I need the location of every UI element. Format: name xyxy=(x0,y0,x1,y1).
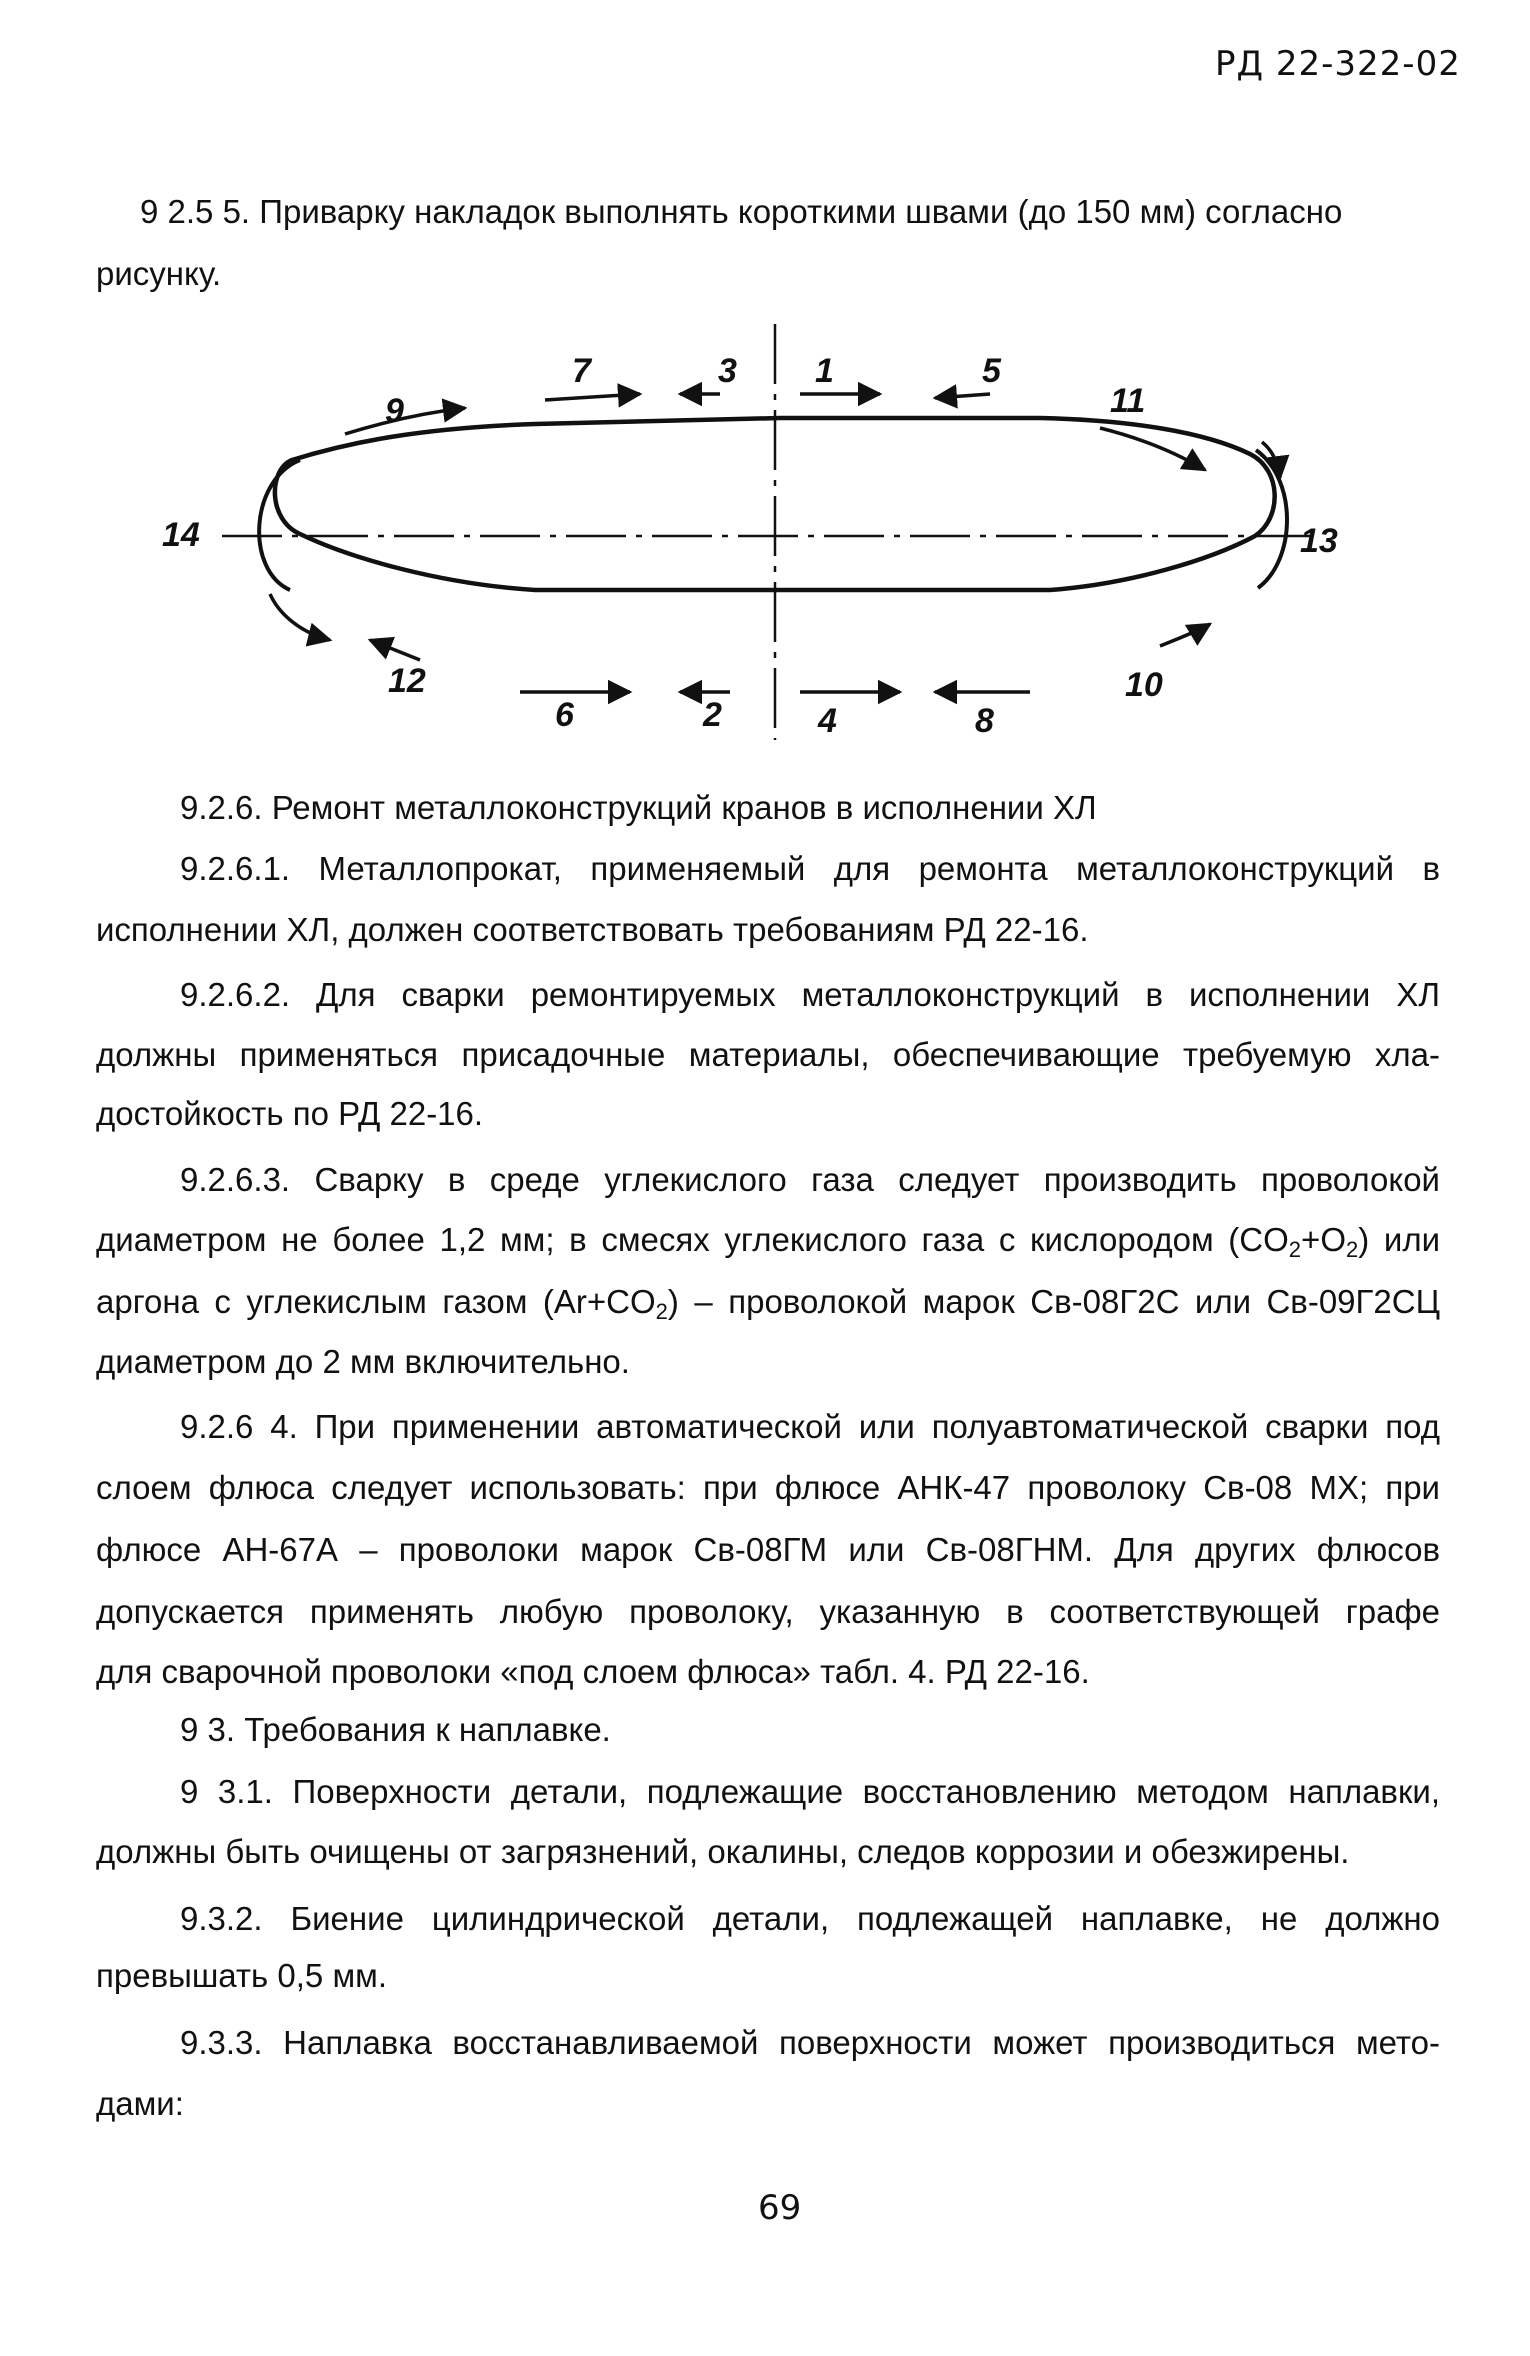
text-run: диаметром не более 1,2 мм; в смесях углекислого газа с кислородом (CO xyxy=(96,1221,1289,1258)
paragraph-9262-line1: 9.2.6.2. Для сварки ремонтируемых металлоконструкций в исполнении ХЛ xyxy=(180,976,1440,1013)
seam-number-6: 6 xyxy=(555,696,574,734)
paragraph-9263-line1: 9.2.6.3. Сварку в среде углекислого газа следует производить проволокой xyxy=(180,1161,1440,1198)
paragraph-9264-line5: для сварочной проволоки «под слоем флюса» табл. 4. РД 22-16. xyxy=(96,1653,1090,1690)
paragraph-9263-line4: диаметром до 2 мм включительно. xyxy=(96,1343,630,1380)
left-end-arc xyxy=(259,460,300,590)
paragraph-9264-line2: слоем флюса следует использовать: при флюсе АНК-47 проволоку Св-08 МХ; при xyxy=(96,1469,1440,1506)
subscript: 2 xyxy=(1346,1237,1359,1262)
paragraph-9263-line3 xyxy=(96,1278,1440,1326)
subscript: 2 xyxy=(1288,1237,1302,1262)
paragraph-9262-line3: достойкость по РД 22-16. xyxy=(96,1095,484,1132)
paragraph-931-line1: 9 3.1. Поверхности детали, подлежащие восстановлению методом наплавки, xyxy=(180,1773,1440,1810)
paragraph-9264-line4: допускается применять любую проволоку, указанную в соответствующей графе xyxy=(96,1593,1440,1630)
document-code: РД 22-322-02 xyxy=(1215,44,1461,84)
welding-sequence-figure xyxy=(0,320,1530,780)
seam-number-1: 1 xyxy=(815,352,834,390)
seam-number-4: 4 xyxy=(818,702,837,740)
paragraph-925-5-line1: 9 2.5 5. Приварку накладок выполнять короткими швами (до 150 мм) согласно xyxy=(140,193,1343,230)
text-run: ) или xyxy=(1358,1221,1441,1258)
paragraph-9261-line1: 9.2.6.1. Металлопрокат, применяемый для ремонта металлоконструкций в xyxy=(180,850,1440,887)
seam-number-9: 9 xyxy=(385,392,404,430)
paragraph-9264-line3: флюсе АН-67А – проволоки марок Св-08ГМ или Св-08ГНМ. Для других флюсов xyxy=(96,1531,1440,1568)
paragraph-9263-line2 xyxy=(96,1216,1440,1264)
paragraph-933-line2: дами: xyxy=(96,2085,184,2122)
seam-number-8: 8 xyxy=(975,702,994,740)
paragraph-9262-line2: должны применяться присадочные материалы, обеспечивающие требуемую хла- xyxy=(96,1036,1440,1073)
paragraph-931-line2: должны быть очищены от загрязнений, окалины, следов коррозии и обезжирены. xyxy=(96,1833,1350,1870)
paragraph-932-line1: 9.3.2. Биение цилиндрической детали, подлежащей наплавке, не должно xyxy=(180,1900,1440,1937)
text-run: аргона с углекислым газом (Ar+CO xyxy=(96,1283,656,1320)
seam-number-14: 14 xyxy=(162,516,200,554)
page-number: 69 xyxy=(758,2188,802,2228)
section-926-heading: 9.2.6. Ремонт металлоконструкций кранов в исполнении ХЛ xyxy=(180,789,1097,826)
seam-number-3: 3 xyxy=(718,352,737,390)
seam-number-10: 10 xyxy=(1125,666,1163,704)
text-run: ) – проволокой марок Св-08Г2С или Св-09Г2СЦ xyxy=(667,1283,1441,1320)
paragraph-925-5-line2: рисунку. xyxy=(96,255,222,292)
seam-number-7: 7 xyxy=(572,352,591,390)
paragraph-9261-line2: исполнении ХЛ, должен соответствовать требованиям РД 22-16. xyxy=(96,911,1089,948)
subscript: 2 xyxy=(655,1299,668,1324)
paragraph-932-line2: превышать 0,5 мм. xyxy=(96,1957,387,1994)
text-run: +O xyxy=(1301,1221,1346,1258)
seam-number-11: 11 xyxy=(1110,382,1146,420)
seam-number-13: 13 xyxy=(1300,522,1338,560)
section-93-heading: 9 3. Требования к наплавке. xyxy=(180,1711,611,1748)
paragraph-9264-line1: 9.2.6 4. При применении автоматической или полуавтоматической сварки под xyxy=(180,1408,1440,1445)
seam-number-12: 12 xyxy=(388,662,426,700)
seam-number-5: 5 xyxy=(982,352,1001,390)
paragraph-933-line1: 9.3.3. Наплавка восстанавливаемой поверхности может производиться мето- xyxy=(180,2024,1440,2061)
seam-number-2: 2 xyxy=(703,696,722,734)
